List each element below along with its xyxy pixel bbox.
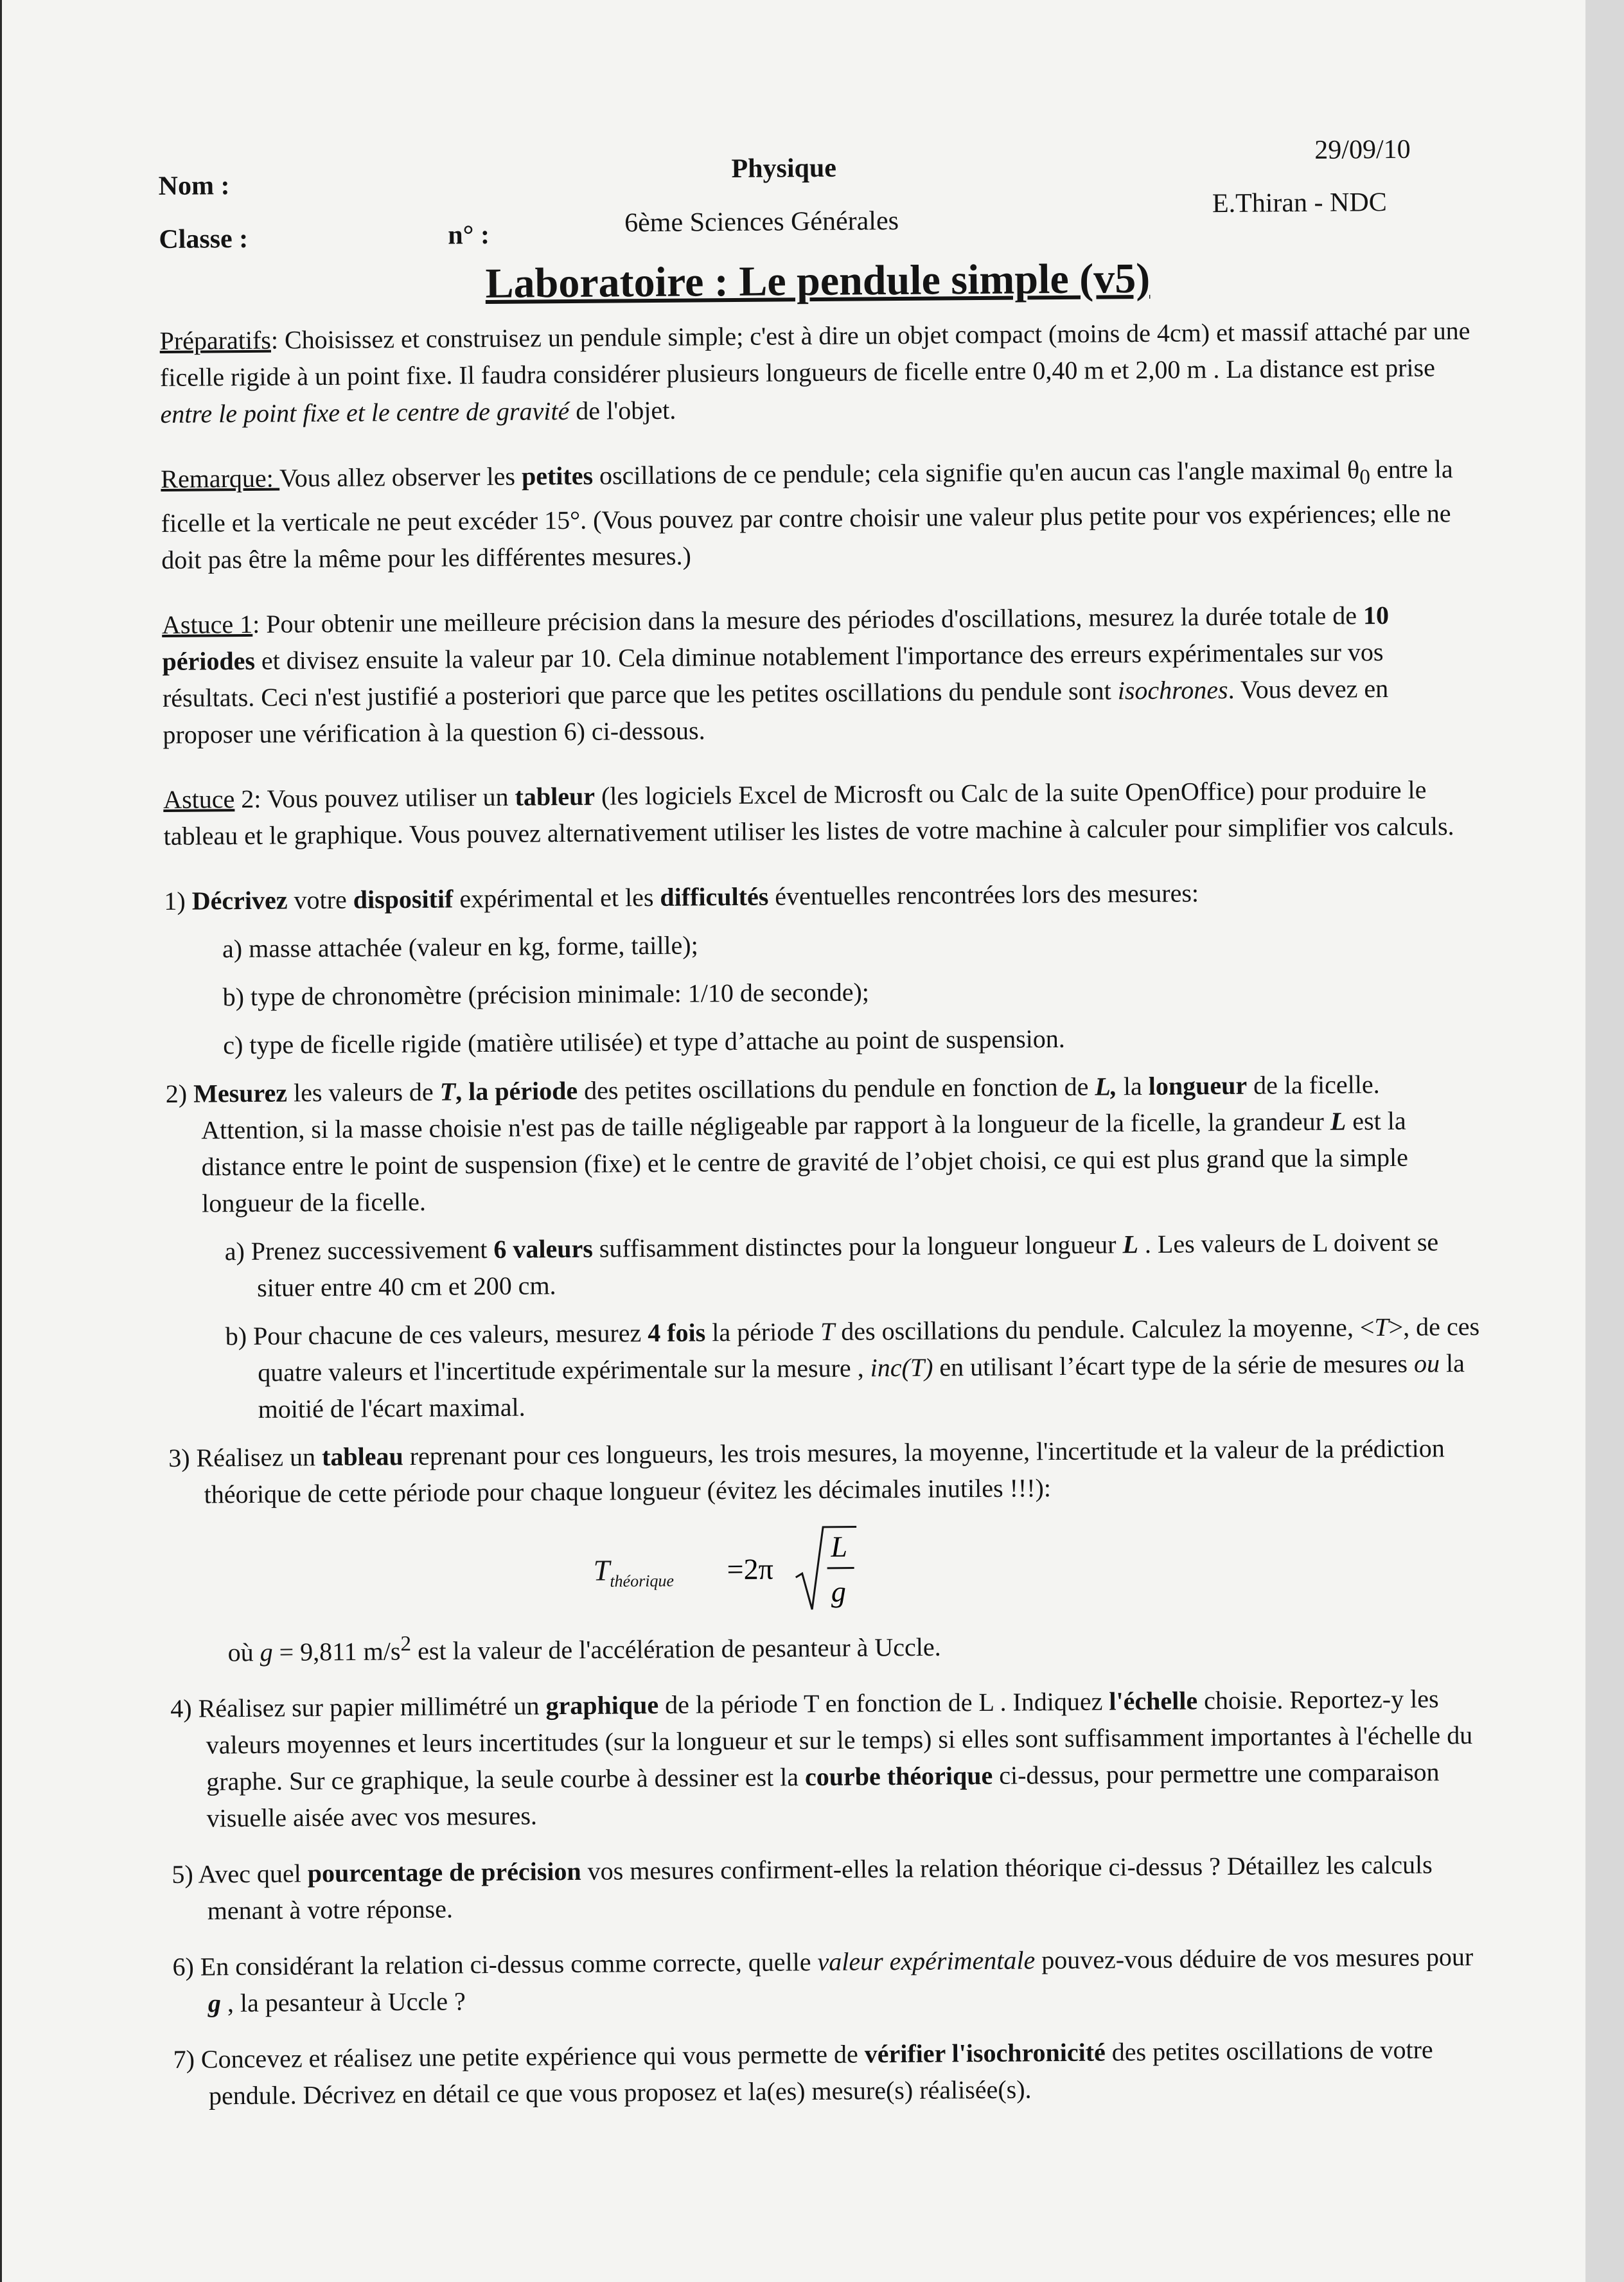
text: la bbox=[1116, 1071, 1149, 1101]
text: de la période T en fonction de L . Indiquez bbox=[658, 1686, 1109, 1720]
text: Réalisez sur papier millimétré un bbox=[198, 1691, 546, 1723]
question-2b bbox=[168, 1308, 1485, 1428]
text: dispositif bbox=[353, 884, 454, 914]
text: de l'objet. bbox=[569, 395, 676, 425]
text: vos mesures confirment-elles la relation théorique ci-dessus ? Détaillez les calculs menant à votre réponse. bbox=[207, 1850, 1433, 1925]
text: Avec quel bbox=[198, 1859, 308, 1889]
text: 1) bbox=[164, 886, 192, 915]
text: entre le point fixe et le centre de gravité bbox=[160, 396, 570, 429]
text: En considérant la relation ci-dessus comme correcte, quelle bbox=[200, 1947, 818, 1981]
text: 3) bbox=[168, 1443, 197, 1473]
text: T bbox=[1374, 1313, 1389, 1342]
text: (les logiciels Excel de Microsft ou Calc de la suite OpenOffice) pour produire le tableau et le graphique. Vous pouvez alternativement utiliser les listes de votre machine à calculer pour simplifier vos calculs. bbox=[163, 775, 1454, 851]
text: 7) bbox=[173, 2044, 202, 2074]
text: Réalisez un bbox=[196, 1442, 322, 1473]
text: courbe théorique bbox=[804, 1761, 993, 1792]
question-1c: c) type de ficelle rigide (matière utilisée) et type d’attache au point de suspension. bbox=[223, 1023, 1065, 1060]
text: longueur bbox=[1148, 1070, 1248, 1101]
subject: Physique bbox=[731, 153, 837, 184]
text: des petites oscillations du pendule en fonction de bbox=[577, 1072, 1095, 1105]
remarque-label: Remarque: bbox=[161, 463, 280, 493]
text: la période bbox=[705, 1316, 821, 1347]
text: des petites oscillations de votre pendule. Décrivez en détail ce que vous proposez et la(es) mesure(s) réalisée(s). bbox=[208, 2035, 1433, 2110]
text: entre la ficelle et la verticale ne peut excéder 15°. (Vous pouvez par contre choisir une valeur plus petite pour vos expériences; elle ne doit pas être la même pour les différentes mesures.) bbox=[161, 454, 1453, 574]
text: , la période bbox=[455, 1075, 578, 1106]
text: L, bbox=[1095, 1072, 1118, 1101]
text: oscillations de ce pendule; cela signifie qu'en aucun cas l'angle maximal θ bbox=[592, 455, 1360, 490]
text: de la ficelle. Attention, si la masse choisie n'est pas de taille négligeable par rapport à la longueur de la ficelle, la grandeur bbox=[201, 1070, 1380, 1145]
astuce1-label: Astuce 1 bbox=[161, 609, 253, 639]
text: 4) bbox=[170, 1694, 199, 1724]
preparatifs-paragraph bbox=[159, 312, 1477, 432]
text: ci-dessus, pour permettre une comparaison visuelle aisée avec vos mesures. bbox=[206, 1757, 1440, 1833]
text: en utilisant l’écart type de la série de mesures bbox=[933, 1349, 1415, 1382]
question-4 bbox=[170, 1680, 1488, 1837]
text: 2) bbox=[165, 1079, 194, 1108]
text: L bbox=[1330, 1106, 1346, 1136]
text: . Les valeurs de L doivent se situer entre 40 cm et 200 cm. bbox=[256, 1227, 1439, 1302]
text: les valeurs de bbox=[287, 1077, 440, 1108]
text: Décrivez bbox=[191, 885, 288, 915]
text: suffisamment distinctes pour la longueur longueur bbox=[592, 1230, 1123, 1263]
formula-equals-2pi: =2π bbox=[727, 1552, 774, 1586]
text: inc(T) bbox=[870, 1352, 933, 1383]
question-3 bbox=[168, 1429, 1486, 1513]
text: tableur bbox=[515, 781, 596, 811]
text: pourcentage de précision bbox=[307, 1857, 581, 1888]
question-2 bbox=[166, 1065, 1484, 1222]
question-1b: b) type de chronomètre (précision minimale: 1/10 de seconde); bbox=[222, 977, 870, 1012]
text: T bbox=[820, 1316, 835, 1346]
text: ou bbox=[1413, 1349, 1440, 1378]
text: a) Prenez successivement bbox=[224, 1234, 494, 1266]
text: : Choisissez et construisez un pendule simple; c'est à dire un objet compact (moins de 4cm) et massif attaché par une ficelle rigide à un point fixe. Il faudra considérer plusieurs longueurs de ficelle entre 0,40 m et 2,00 m . La distance est prise bbox=[159, 315, 1470, 392]
formula-denominator: g bbox=[831, 1575, 847, 1608]
text: valeur expérimentale bbox=[817, 1945, 1036, 1977]
numero-label: n° : bbox=[448, 220, 490, 251]
text: vérifier l'isochronicité bbox=[864, 2037, 1106, 2069]
text: tableau bbox=[321, 1442, 403, 1472]
text: la moitié de l'écart maximal. bbox=[258, 1349, 1465, 1424]
text: reprenant pour ces longueurs, les trois mesures, la moyenne, l'incertitude et la valeur de la prédiction théorique de cette période pour chaque longueur (évitez les décimales inutiles !!!): bbox=[204, 1433, 1445, 1509]
text: petites bbox=[521, 461, 594, 491]
text: 4 fois bbox=[648, 1318, 706, 1348]
text: g bbox=[260, 1637, 273, 1667]
page-title: Laboratoire : Le pendule simple (v5) bbox=[485, 254, 1151, 308]
question-1 bbox=[164, 872, 1481, 919]
text: . Vous devez en proposer une vérification à la question 6) ci-dessous. bbox=[163, 673, 1389, 749]
text: >, de ces quatre valeurs et l'incertitude expérimentale sur la mesure , bbox=[258, 1311, 1480, 1387]
scan-margin bbox=[1585, 0, 1624, 2282]
text: éventuelles rencontrées lors des mesures: bbox=[768, 878, 1199, 911]
classe-label: Classe : bbox=[159, 224, 249, 254]
text: 0 bbox=[1359, 465, 1371, 490]
document-body bbox=[158, 118, 1490, 2126]
text: votre bbox=[287, 885, 353, 915]
astuce1-paragraph bbox=[162, 596, 1480, 753]
text: est la valeur de l'accélération de pesanteur à Uccle. bbox=[410, 1632, 941, 1666]
text: théorique bbox=[610, 1571, 675, 1591]
text: T bbox=[593, 1553, 610, 1587]
text: Concevez et réalisez une petite expérience qui vous permette de bbox=[200, 2039, 865, 2074]
header bbox=[158, 118, 1476, 257]
text: des oscillations du pendule. Calculez la moyenne, < bbox=[834, 1313, 1375, 1346]
level: 6ème Sciences Générales bbox=[624, 206, 899, 238]
text: g bbox=[207, 1988, 222, 2018]
text: isochrones bbox=[1117, 675, 1228, 705]
question-2a bbox=[167, 1223, 1485, 1307]
text: graphique bbox=[545, 1690, 659, 1720]
text: 5) bbox=[172, 1859, 199, 1889]
text: Vous allez observer les bbox=[279, 461, 522, 493]
text: 6 valeurs bbox=[493, 1234, 594, 1264]
question-6 bbox=[172, 1938, 1490, 2022]
text: , la pesanteur à Uccle ? bbox=[220, 1986, 466, 2018]
formula-rhs bbox=[169, 1519, 940, 1621]
scan-edge bbox=[0, 0, 2, 2282]
text: b) Pour chacune de ces valeurs, mesurez bbox=[225, 1318, 648, 1351]
text: difficultés bbox=[660, 881, 769, 912]
text: 10 périodes bbox=[162, 600, 1390, 676]
question-1a: a) masse attachée (valeur en kg, forme, taille); bbox=[222, 930, 698, 964]
text: 2: Vous pouvez utiliser un bbox=[234, 782, 515, 814]
astuce2-label: Astuce bbox=[163, 784, 235, 814]
question-5 bbox=[172, 1846, 1489, 1929]
formula-numerator: L bbox=[831, 1530, 848, 1563]
text: et divisez ensuite la valeur par 10. Cela diminue notablement l'importance des erreurs expérimentales sur vos résultats. Ceci n'est justifié a posteriori que parce que les petites oscillations du pendule sont bbox=[162, 637, 1384, 712]
text: Mesurez bbox=[193, 1078, 288, 1108]
text: T bbox=[439, 1077, 456, 1106]
nom-label: Nom : bbox=[158, 171, 230, 201]
date: 29/09/10 bbox=[1314, 134, 1411, 165]
text: 6) bbox=[172, 1952, 200, 1982]
period-formula bbox=[169, 1514, 1487, 1621]
text: choisie. Reportez-y les valeurs moyennes et leurs incertitudes (sur la longueur et sur le temps) si elles sont suffisamment importantes à l'échelle du graphe. Sur ce graphique, la seule courbe à dessiner est la bbox=[206, 1684, 1473, 1796]
astuce2-paragraph bbox=[163, 771, 1481, 854]
question-7 bbox=[173, 2031, 1490, 2114]
text: est la distance entre le point de suspension (fixe) et le centre de gravité de l’objet choisi, ce qui est plus grand que la simple longueur de la ficelle. bbox=[201, 1106, 1409, 1218]
text: pouvez-vous déduire de vos mesures pour bbox=[1035, 1942, 1474, 1975]
text: L bbox=[1122, 1230, 1139, 1259]
text: où bbox=[227, 1638, 260, 1667]
text: l'échelle bbox=[1109, 1686, 1198, 1716]
text: expérimental et les bbox=[453, 882, 660, 914]
text: = 9,811 m/s bbox=[272, 1636, 401, 1667]
gravity-note bbox=[170, 1617, 1487, 1671]
preparatifs-label: Préparatifs bbox=[159, 325, 272, 355]
author: E.Thiran - NDC bbox=[1212, 187, 1387, 219]
remarque-paragraph bbox=[161, 450, 1478, 578]
text: : Pour obtenir une meilleure précision dans la mesure des périodes d'oscillations, mesurez la durée totale de bbox=[252, 601, 1364, 639]
text: 2 bbox=[400, 1631, 412, 1656]
